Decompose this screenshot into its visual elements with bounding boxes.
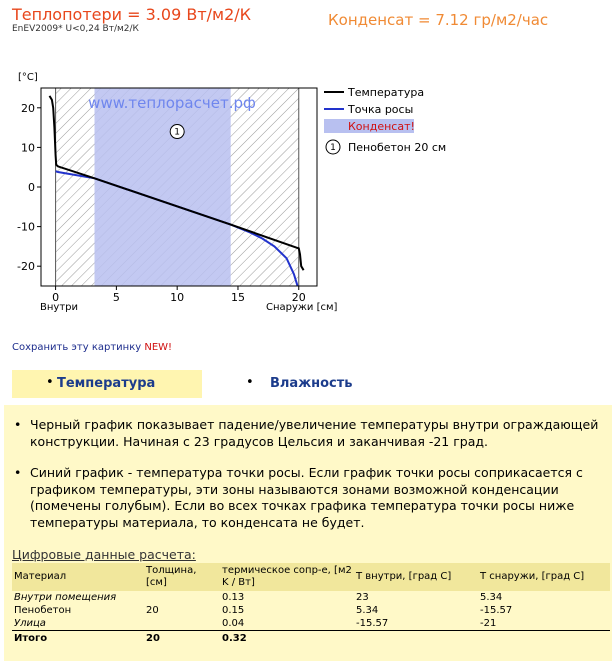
header-material: Материал [12,563,144,591]
header-resistance: термическое сопр-е, [м2 K / Вт] [220,563,354,591]
legend-dewpoint-label: Точка росы [348,103,414,116]
tab-humidity[interactable] [232,370,422,398]
y-tick-label: 10 [21,141,35,155]
condensation-zone [94,88,230,286]
legend-temperature-label: Температура [348,86,425,99]
description-panel [4,405,612,661]
header-thickness: Толщина, [см] [144,563,220,591]
save-image-text: Сохранить эту картинку [12,342,142,353]
header-t-inside: Т внутри, [град С] [354,563,478,591]
y-tick-label: -20 [17,260,35,274]
x-tick-label: 10 [170,291,185,304]
x-label-outside: Снаружи [см] [266,302,338,313]
x-tick-label: 5 [112,291,120,304]
x-tick-label: 20 [291,291,306,304]
tab-temperature[interactable] [12,370,202,398]
legend-layer-label: Пенобетон 20 см [348,141,447,154]
y-tick-label: 20 [21,101,35,115]
bullet-icon: • [14,417,22,432]
new-badge: NEW! [144,342,173,353]
calculation-table [12,563,610,647]
heat-loss-title: Теплопотери = 3.09 Вт/м2/К [12,5,252,24]
x-label-inside: Внутри [40,302,78,313]
tab-humidity-label: Влажность [270,376,353,391]
header-t-outside: Т снаружи, [град С] [478,563,610,591]
table-header-row [12,563,610,591]
watermark-text: www.теплорасчет.рф [88,94,256,112]
legend-condensate-label: Конденсат! [348,120,415,133]
save-image-link[interactable] [12,342,172,353]
layer-number: 1 [174,127,181,138]
legend [324,86,446,154]
legend-layer-number: 1 [330,143,336,153]
temperature-chart [0,60,614,320]
table-title: Цифровые данные расчета: [12,547,196,562]
description-paragraph-2: • Синий график - температура точки росы. Если график точки росы соприкасается с графиком температуры, эти зоны называются зонами возможной конденсации (помечены голубым). Если во всех точках графика температура точки росы ниже температуры материала, то конденсата не будет. [14,465,583,530]
x-tick-label: 15 [230,291,245,304]
table-row: Улица 0.04 -15.57 -21 [12,617,610,631]
standard-note: EnEV2009* U<0,24 Вт/м2/К [12,24,139,34]
y-tick-label: 0 [28,181,35,194]
bullet-icon: • [14,465,22,480]
table-row: Внутри помещения 0.13 23 5.34 [14,591,503,603]
x-tick-label: 0 [52,291,60,304]
bullet-icon: • [46,375,54,390]
bullet-icon: • [246,375,254,390]
y-tick-label: -10 [17,220,35,234]
tab-temperature-label: Температура [57,376,156,391]
table-total-row: Итого 20 0.32 [12,631,610,648]
y-axis-label: [°C] [18,72,38,83]
table-row: Пенобетон 20 0.15 5.34 -15.57 [14,604,513,616]
description-paragraph-1: • Черный график показывает падение/увеличение температуры внутри ограждающей конструкции. Начиная с 23 градусов Цельсия и заканчивая -21 град. [14,417,599,449]
condensate-title: Конденсат = 7.12 гр/м2/час [328,11,549,29]
